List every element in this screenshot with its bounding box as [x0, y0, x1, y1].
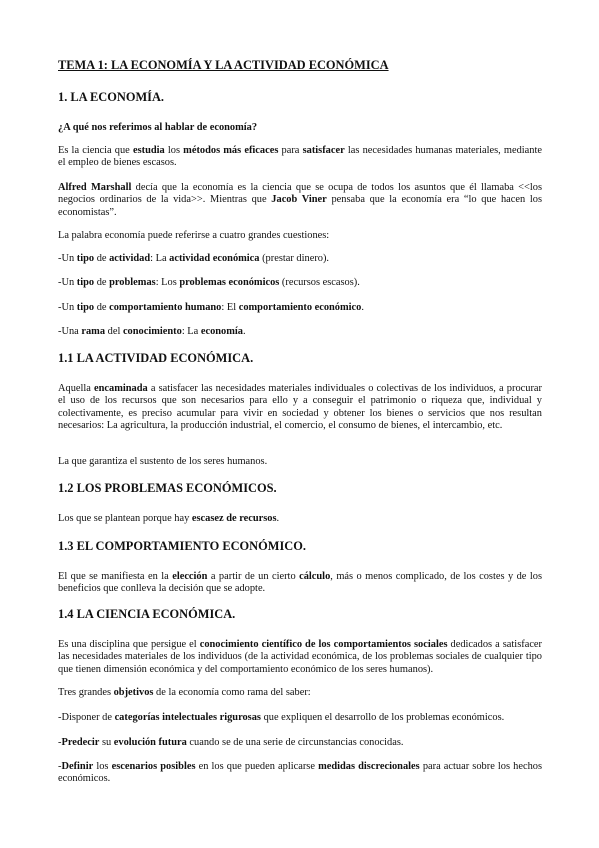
bold-text-run: tipo — [76, 253, 95, 264]
text-run: - — [58, 737, 62, 748]
bold-text-run: estudia — [132, 145, 165, 156]
text-run: Aquella — [58, 383, 95, 394]
text-run: que expliquen el desarrollo de los problemas económicos. — [260, 712, 505, 723]
bold-text-run: escasez de recursos — [191, 513, 277, 524]
bold-text-run: actividad — [109, 253, 151, 264]
bold-text-run: conocimiento — [122, 326, 182, 337]
text-run: -Un — [58, 277, 77, 288]
section-heading-1-2: 1.2 LOS PROBLEMAS ECONÓMICOS. — [58, 481, 277, 495]
text-run: su — [99, 737, 114, 748]
list1-item — [58, 253, 542, 265]
text-run: -Un — [58, 302, 77, 313]
text-run: -Una — [58, 326, 82, 337]
text-run: : La — [181, 326, 201, 337]
bold-text-run: medidas discrecionales — [318, 761, 420, 772]
list1-item — [58, 326, 542, 338]
bold-text-run: tipo — [76, 277, 95, 288]
text-run: Tres grandes — [58, 687, 114, 698]
bold-text-run: satisfacer — [302, 145, 345, 156]
bold-text-run: Predecir — [61, 737, 100, 748]
section-heading-1-3: 1.3 EL COMPORTAMIENTO ECONÓMICO. — [58, 539, 306, 553]
bold-text-run: tipo — [76, 302, 95, 313]
section-heading-1-4: 1.4 LA CIENCIA ECONÓMICA. — [58, 607, 236, 621]
text-run: los — [164, 145, 184, 156]
paragraph-ciencia — [58, 639, 542, 676]
text-run: : El — [221, 302, 239, 313]
list2-item — [58, 761, 542, 786]
bold-text-run: métodos más eficaces — [183, 145, 279, 156]
text-run: : Los — [155, 277, 180, 288]
bold-text-run: Definir — [61, 761, 94, 772]
text-run: para actuar sobre los hechos económicos. — [58, 761, 543, 785]
bold-text-run: categorías intelectuales rigurosas — [114, 712, 261, 723]
text-run: de — [94, 277, 110, 288]
text-run: El que se manifiesta en la — [58, 571, 173, 582]
document-title: TEMA 1: LA ECONOMÍA Y LA ACTIVIDAD ECONÓMICA — [58, 58, 389, 72]
bold-text-run: actividad económica — [169, 253, 260, 264]
paragraph-sustento: La que garantiza el sustento de los seres humanos. — [58, 456, 268, 467]
list1-item — [58, 302, 542, 314]
section-heading-1-1: 1.1 LA ACTIVIDAD ECONÓMICA. — [58, 351, 254, 365]
text-run: : La — [150, 253, 170, 264]
paragraph-definition — [58, 145, 542, 170]
text-run: Los que se plantean porque hay — [58, 513, 192, 524]
section-heading-1: 1. LA ECONOMÍA. — [58, 90, 165, 104]
text-run: pensaba que la economía era “lo que hacen los economistas”. — [58, 194, 543, 218]
text-run: , más o menos complicado, de los costes y de los beneficios que conlleva la decisión que se adopte. — [58, 571, 542, 595]
bold-text-run: economía — [200, 326, 243, 337]
list2-item — [58, 737, 542, 749]
text-run: Es la ciencia que — [58, 145, 133, 156]
bold-text-run: escenarios posibles — [111, 761, 196, 772]
bold-text-run: cálculo — [299, 571, 331, 582]
text-run: de — [94, 302, 110, 313]
text-run: en los que pueden aplicarse — [195, 761, 319, 772]
text-run: . — [361, 302, 364, 313]
text-run: (recursos escasos). — [279, 277, 360, 288]
bold-text-run: rama — [81, 326, 106, 337]
bold-text-run: encaminada — [94, 383, 148, 394]
text-run: las necesidades humanas materiales, mediante el empleo de bienes escasos. — [58, 145, 542, 169]
bold-text-run: Jacob Viner — [271, 194, 327, 206]
bold-text-run: conocimiento científico de los comportamientos sociales — [199, 639, 448, 650]
bold-text-run: objetivos — [113, 687, 154, 698]
bold-text-run: elección — [172, 571, 208, 582]
paragraph-marshall-viner — [58, 182, 542, 219]
paragraph-objetivos — [58, 687, 542, 699]
text-run: de la economía como rama del saber: — [153, 687, 311, 698]
bold-text-run: evolución futura — [113, 737, 187, 748]
text-run: . — [243, 326, 246, 337]
bold-text-run: Alfred Marshall — [58, 182, 132, 193]
bold-text-run: comportamiento humano — [109, 302, 222, 313]
text-run: decía que la economía es la ciencia que se ocupa de todos los asuntos que él llamaba <<los negocios ordinarios de la vida>>. Mientras que — [58, 182, 543, 206]
bold-text-run: comportamiento económico — [238, 302, 362, 313]
paragraph-comportamiento — [58, 571, 542, 596]
text-run: dedicados a satisfacer las necesidades materiales de los individuos (de la actividad económica, de los problemas sociales de cualquier tipo que tienen dimensión económica y del comportamiento económico de los seres humanos). — [58, 639, 542, 675]
bold-text-run: problemas — [109, 277, 156, 288]
text-run: a satisfacer las necesidades materiales individuales o colectivas de los individuos, a procurar el uso de los recursos que son necesarios para ello y a conseguir el patrimonio o riqueza que, individual y colectivamente, es preciso acumular para vivir en sociedad y obtener los bienes o servicios que nos resultan necesarios: La agricultura, la producción industrial, el comercio, el consumo de bienes, el intercambio, etc. — [58, 383, 542, 432]
text-run: (prestar dinero). — [259, 253, 330, 264]
text-run: para — [278, 145, 303, 156]
list1-item — [58, 277, 542, 289]
text-run: . — [276, 513, 280, 524]
paragraph-problemas — [58, 513, 542, 525]
bold-text-run: problemas económicos — [179, 277, 280, 288]
text-run: Es una disciplina que persigue el — [58, 639, 200, 650]
text-run: del — [105, 326, 123, 337]
paragraph-four-questions: La palabra economía puede referirse a cuatro grandes cuestiones: — [58, 230, 330, 241]
text-run: - — [58, 761, 62, 772]
list2-item — [58, 712, 542, 724]
text-run: los — [93, 761, 112, 772]
question-heading: ¿A qué nos referimos al hablar de economía? — [58, 122, 258, 133]
text-run: -Un — [58, 253, 77, 264]
paragraph-actividad — [58, 383, 542, 433]
text-run: -Disponer de — [58, 712, 115, 723]
text-run: de — [94, 253, 110, 264]
text-run: cuando se de una serie de circunstancias conocidas. — [186, 737, 404, 748]
text-run: a partir de un cierto — [207, 571, 300, 582]
